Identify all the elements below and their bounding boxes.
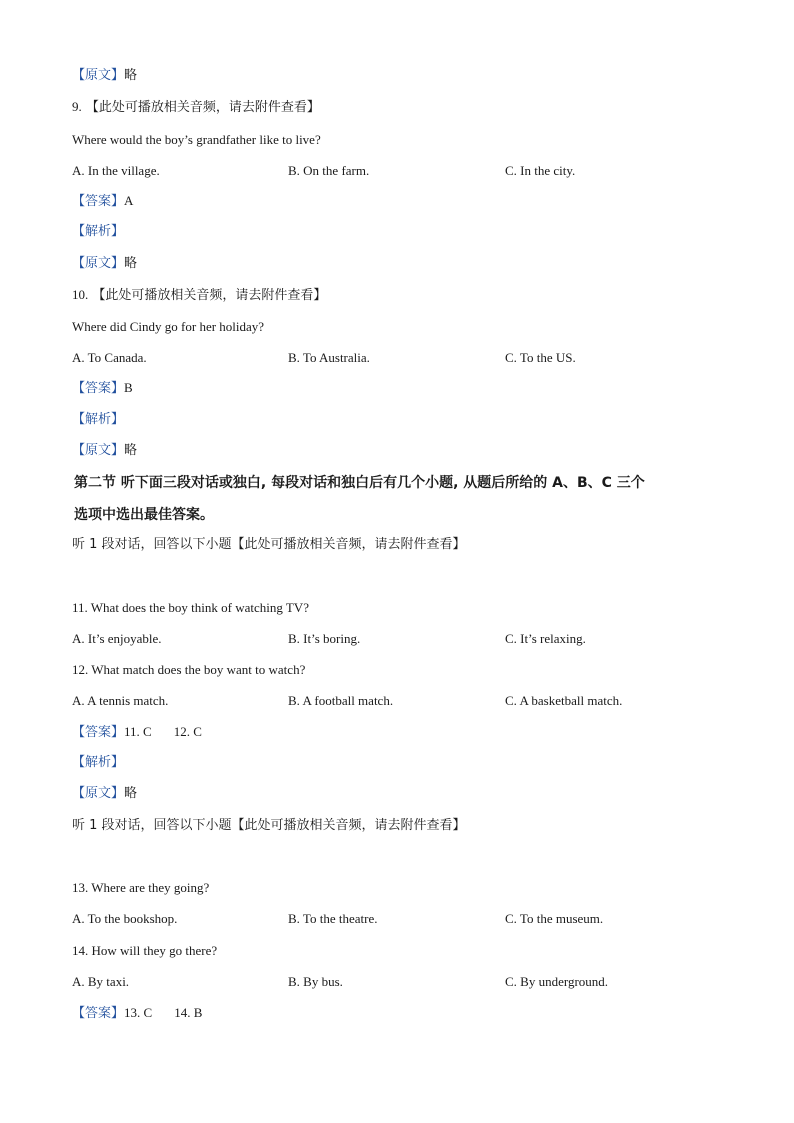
answer-tag: 【答案】 (72, 725, 125, 740)
q10-option-a: A. To Canada. (72, 350, 147, 365)
analysis-tag: 【解析】 (72, 755, 125, 770)
answer-tag: 【答案】 (72, 381, 125, 396)
q12-option-a: A. A tennis match. (72, 693, 169, 708)
q9-header (72, 97, 320, 118)
yuanwen-text: 略 (124, 68, 138, 83)
answer-tag: 【答案】 (72, 194, 125, 209)
q10-question: Where did Cindy go for her holiday? (72, 319, 265, 334)
answer-tag: 【答案】 (72, 1006, 125, 1021)
q14-option-b: B. By bus. (288, 974, 343, 989)
audio-note: 【此处可播放相关音频，请去附件查看】 (85, 100, 320, 115)
section2-title-line1: 第二节 听下面三段对话或独白, 每段对话和独白后有几个小题, 从题后所给的 A、B、C 三个 (74, 475, 645, 491)
answer-value-14: 14. B (174, 1005, 203, 1020)
q9-option-a: A. In the village. (72, 163, 160, 178)
answer-value: B (124, 380, 133, 395)
q11-option-c: C. It’s relaxing. (505, 631, 586, 646)
yuanwen-text: 略 (124, 256, 138, 271)
q9-yuanwen-line (72, 254, 137, 274)
q14-question: 14. How will they go there? (72, 943, 218, 958)
dialog1-yuanwen-line (72, 784, 137, 804)
q10-yuanwen-line (72, 441, 137, 461)
section2-title-line2: 选项中选出最佳答案。 (74, 507, 214, 523)
q11-question: 11. What does the boy think of watching TV? (72, 600, 309, 615)
question-number: 9. (72, 99, 82, 114)
answer-value: A (124, 193, 134, 208)
q11-option-b: B. It’s boring. (288, 631, 361, 646)
q13-option-a: A. To the bookshop. (72, 911, 178, 926)
dialog1-answer-line (72, 722, 202, 743)
q9-analysis-line (72, 222, 124, 242)
q9-question: Where would the boy’s grandfather like to live? (72, 132, 321, 147)
q12-question: 12. What match does the boy want to watch? (72, 662, 306, 677)
answer-value-13: 13. C (124, 1005, 153, 1020)
q14-option-a: A. By taxi. (72, 974, 130, 989)
q12-option-c: C. A basketball match. (505, 693, 623, 708)
q14-option-c: C. By underground. (505, 974, 609, 989)
q10-analysis-line (72, 410, 124, 430)
q11-option-a: A. It’s enjoyable. (72, 631, 162, 646)
question-number: 10. (72, 287, 89, 302)
yuanwen-tag: 【原文】 (72, 443, 125, 458)
yuanwen-tag: 【原文】 (72, 68, 125, 83)
dialog2-answer-line (72, 1003, 202, 1024)
dialog1-analysis-line (72, 753, 124, 773)
q13-option-b: B. To the theatre. (288, 911, 378, 926)
yuanwen-text: 略 (124, 443, 138, 458)
q9-option-c: C. In the city. (505, 163, 576, 178)
analysis-tag: 【解析】 (72, 412, 125, 427)
q10-option-c: C. To the US. (505, 350, 576, 365)
q9-option-b: B. On the farm. (288, 163, 370, 178)
q12-option-b: B. A football match. (288, 693, 394, 708)
dialog1-intro: 听 1 段对话，回答以下小题【此处可播放相关音频，请去附件查看】 (72, 537, 466, 552)
yuanwen-tag: 【原文】 (72, 256, 125, 271)
q10-answer-line (72, 378, 133, 399)
analysis-tag: 【解析】 (72, 224, 125, 239)
yuanwen-text: 略 (124, 786, 138, 801)
answer-value-12: 12. C (173, 724, 202, 739)
q10-header (72, 285, 326, 306)
audio-note: 【此处可播放相关音频，请去附件查看】 (92, 288, 327, 303)
q13-question: 13. Where are they going? (72, 880, 210, 895)
q9-answer-line (72, 191, 133, 212)
dialog2-intro: 听 1 段对话，回答以下小题【此处可播放相关音频，请去附件查看】 (72, 818, 466, 833)
answer-value-11: 11. C (124, 724, 152, 739)
yuanwen-tag: 【原文】 (72, 786, 125, 801)
q10-option-b: B. To Australia. (288, 350, 370, 365)
q8-yuanwen-line (72, 66, 137, 86)
q13-option-c: C. To the museum. (505, 911, 604, 926)
